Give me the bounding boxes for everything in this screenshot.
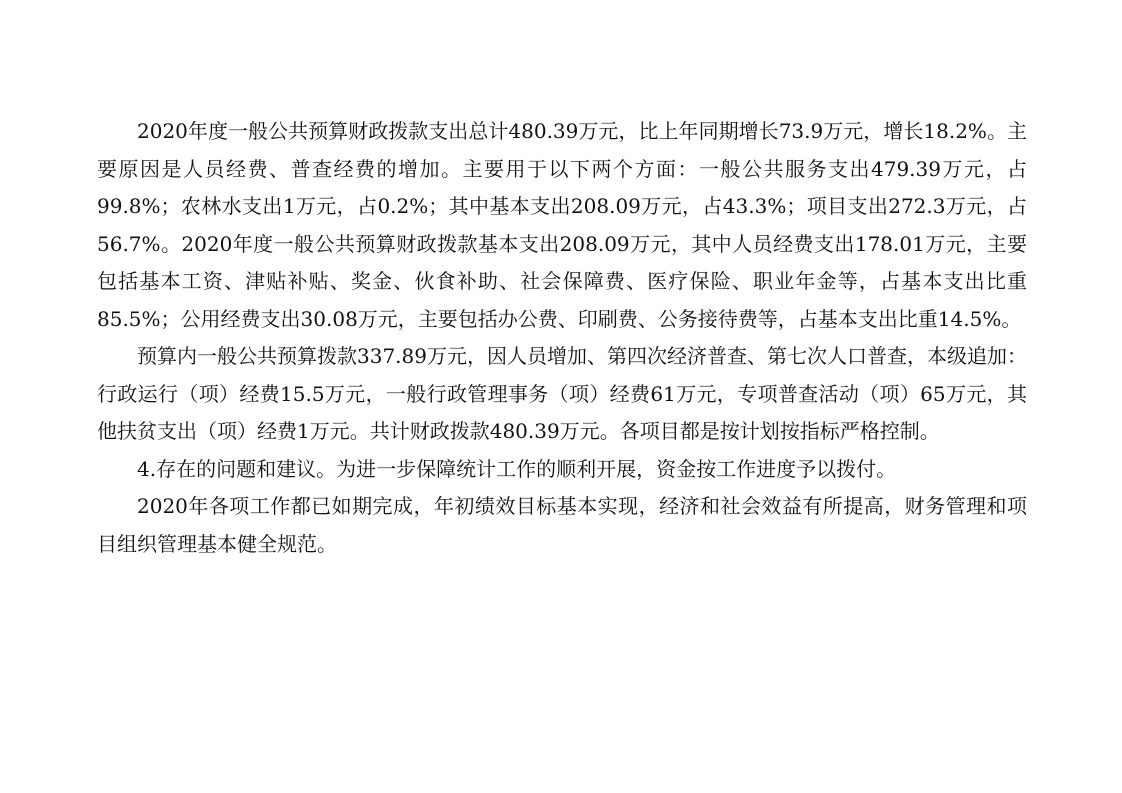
paragraph-problems-and-suggestions: 4.存在的问题和建议。为进一步保障统计工作的顺利开展，资金按工作进度予以拨付。	[137, 456, 897, 481]
paragraph-budget-allocation: 预算内一般公共预算拨款337.89万元，因人员增加、第四次经济普查、第七次人口普查，本级追加：行政运行（项）经费15.5万元，一般行政管理事务（项）经费61万元，专项普查活动（项）65万元，其他扶贫支出（项）经费1万元。共计财政拨款480.39万元。各项目都是按计划按指标严格控制。	[97, 344, 1027, 443]
document-body	[97, 113, 1027, 563]
paragraph-budget-expenditure-summary: 2020年度一般公共预算财政拨款支出总计480.39万元，比上年同期增长73.9万元，增长18.2%。主要原因是人员经费、普查经费的增加。主要用于以下两个方面：一般公共服务支出479.39万元，占99.8%；农林水支出1万元，占0.2%；其中基本支出208.09万元，占43.3%；项目支出272.3万元，占56.7%。2020年度一般公共预算财政拨款基本支出208.09万元，其中人员经费支出178.01万元，主要包括基本工资、津贴补贴、奖金、伙食补助、社会保障费、医疗保险、职业年金等，占基本支出比重85.5%；公用经费支出30.08万元，主要包括办公费、印刷费、公务接待费等，占基本支出比重14.5%。	[97, 119, 1027, 331]
paragraph-conclusion: 2020年各项工作都已如期完成，年初绩效目标基本实现，经济和社会效益有所提高，财务管理和项目组织管理基本健全规范。	[97, 494, 1027, 556]
